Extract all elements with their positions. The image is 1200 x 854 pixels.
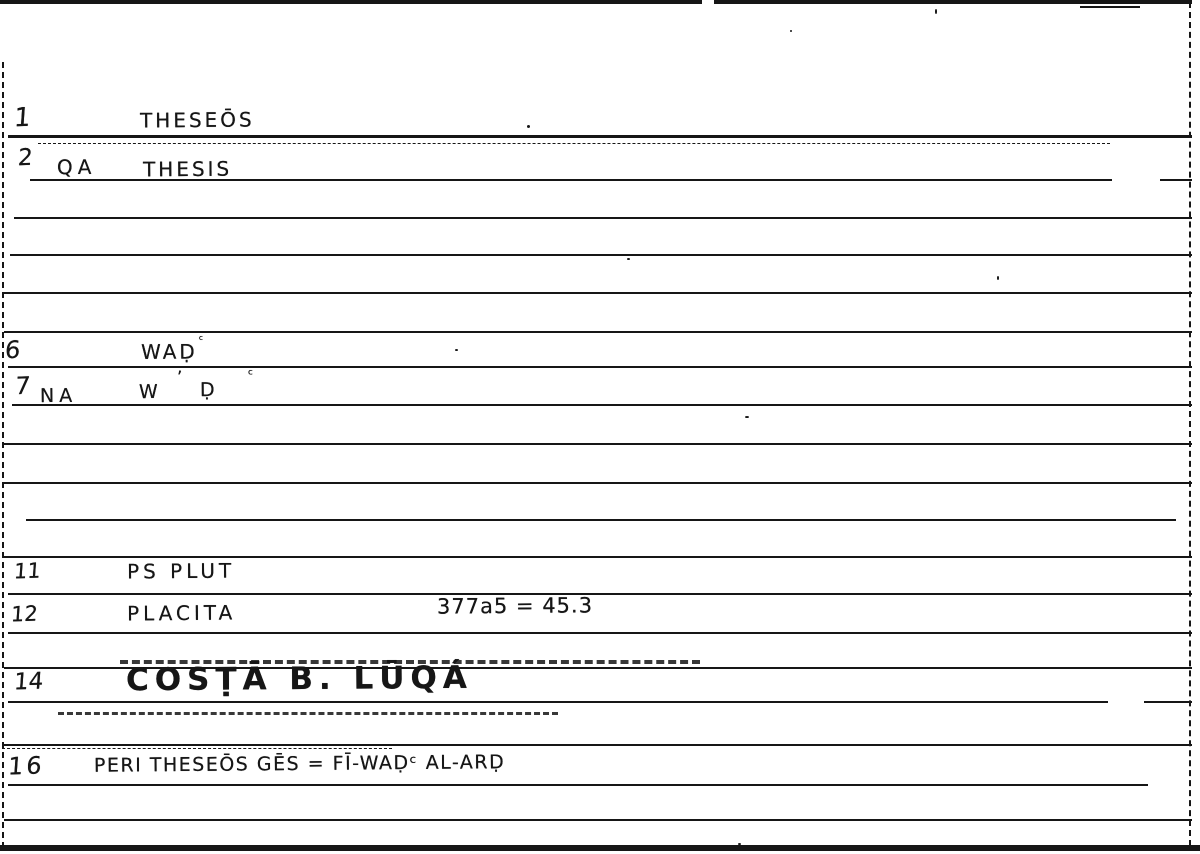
line6-title bbox=[140, 333, 207, 364]
line6-number: 6 bbox=[4, 335, 22, 365]
ruled-line bbox=[4, 744, 1192, 746]
ink-speck bbox=[738, 843, 741, 845]
ink-speck bbox=[527, 125, 530, 128]
ruled-line bbox=[14, 217, 1192, 219]
ruled-line bbox=[4, 556, 1192, 558]
line7-siglum: NA bbox=[39, 384, 78, 408]
ruled-line bbox=[4, 331, 1192, 333]
ink-speck bbox=[745, 416, 749, 418]
line2-title: THESIS bbox=[142, 156, 233, 182]
line1-number: 1 bbox=[12, 102, 32, 134]
ruled-line bbox=[8, 784, 1148, 786]
ink-speck bbox=[790, 30, 792, 32]
ruled-line bbox=[4, 292, 1192, 294]
line16-number: 16 bbox=[7, 751, 46, 781]
ruled-line bbox=[2, 748, 392, 749]
line2-number: 2 bbox=[17, 144, 34, 172]
ruled-line bbox=[38, 143, 1110, 144]
line7-tick-mark: ’ bbox=[176, 367, 183, 389]
ink-speck bbox=[935, 9, 937, 14]
line2-siglum: QA bbox=[56, 154, 97, 180]
top-border-dash bbox=[1080, 6, 1140, 8]
ruled-line bbox=[4, 443, 1192, 445]
ruled-line bbox=[1160, 179, 1192, 181]
line14-number: 14 bbox=[13, 668, 45, 696]
ruled-line bbox=[8, 366, 1192, 368]
line1-title: THESEŌS bbox=[139, 107, 255, 133]
ruled-line bbox=[4, 482, 1192, 484]
line12-number: 12 bbox=[10, 601, 39, 627]
line6-superscript-ayn: ᶜ bbox=[198, 333, 207, 348]
line7-number: 7 bbox=[14, 371, 32, 401]
line7-letter-d: Ḍ bbox=[199, 378, 215, 402]
ruled-line bbox=[8, 632, 1192, 634]
bottom-border bbox=[0, 845, 1200, 851]
line7-letter-w: W bbox=[138, 380, 158, 404]
line6-word: WAḌ bbox=[140, 339, 198, 364]
ink-speck bbox=[455, 349, 458, 351]
line12-title: PLACITA bbox=[126, 600, 237, 626]
line12-reference: 377a5 = 45.3 bbox=[436, 593, 594, 619]
ink-speck bbox=[627, 258, 630, 260]
line14-author: COSṬĀ B. LŪQÁ bbox=[125, 659, 473, 699]
ink-smudge-line bbox=[58, 712, 558, 715]
ink-speck bbox=[997, 276, 999, 280]
top-border-segment bbox=[0, 0, 702, 4]
left-border bbox=[2, 62, 4, 848]
top-border-segment bbox=[714, 0, 1192, 4]
ruled-line bbox=[8, 593, 1192, 595]
line16-title: PERI THESEŌS GĒS = FĪ-WAḌᶜ AL-ARḌ bbox=[93, 751, 506, 777]
ruled-line bbox=[1144, 701, 1192, 703]
ruled-line bbox=[4, 819, 1192, 821]
line7-superscript-ayn: ᶜ bbox=[247, 366, 254, 384]
ruled-line bbox=[8, 701, 1108, 703]
ruled-line bbox=[10, 254, 1192, 256]
line11-title: PS PLUT bbox=[126, 558, 236, 584]
ruled-line bbox=[12, 404, 1192, 406]
right-border bbox=[1189, 2, 1191, 846]
line11-number: 11 bbox=[13, 558, 42, 584]
ruled-line bbox=[8, 135, 1192, 138]
ruled-line bbox=[26, 519, 1176, 521]
